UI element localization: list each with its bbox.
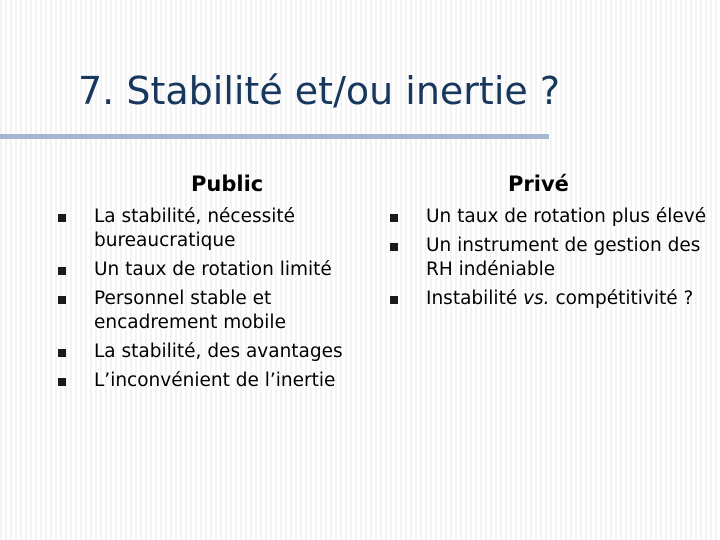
list-item (58, 258, 378, 282)
square-bullet-icon (390, 296, 398, 304)
list-item (390, 287, 710, 311)
square-bullet-icon (58, 349, 66, 357)
list-item (58, 369, 378, 393)
column-heading-prive: Privé (508, 172, 569, 196)
list-item (58, 340, 378, 364)
title-underline (0, 134, 549, 139)
list-item-text (426, 287, 710, 311)
list-item-text: Un instrument de gestion des RH indéniable (426, 235, 701, 280)
list-item-text-part: Instabilité (426, 288, 524, 309)
list-item (390, 234, 710, 282)
list-item-text: La stabilité, des avantages (94, 341, 343, 362)
square-bullet-icon (58, 296, 66, 304)
list-item-text: La stabilité, nécessité bureaucratique (94, 206, 296, 251)
public-bullet-list (58, 205, 378, 398)
list-item-text: Un taux de rotation plus élevé (426, 206, 707, 227)
square-bullet-icon (58, 378, 66, 386)
slide-title: 7. Stabilité et/ou inertie ? (78, 69, 561, 113)
list-item-text: Personnel stable et encadrement mobile (94, 288, 286, 333)
square-bullet-icon (390, 214, 398, 222)
square-bullet-icon (58, 214, 66, 222)
list-item (390, 205, 710, 229)
column-heading-public: Public (191, 172, 264, 196)
emphasis-text: vs. (523, 288, 550, 309)
square-bullet-icon (390, 243, 398, 251)
list-item-text-part: compétitivité ? (549, 288, 694, 309)
list-item (58, 287, 378, 335)
prive-bullet-list (390, 205, 710, 316)
list-item (58, 205, 378, 253)
list-item-text: L’inconvénient de l’inertie (94, 370, 336, 391)
square-bullet-icon (58, 267, 66, 275)
list-item-text: Un taux de rotation limité (94, 259, 332, 280)
